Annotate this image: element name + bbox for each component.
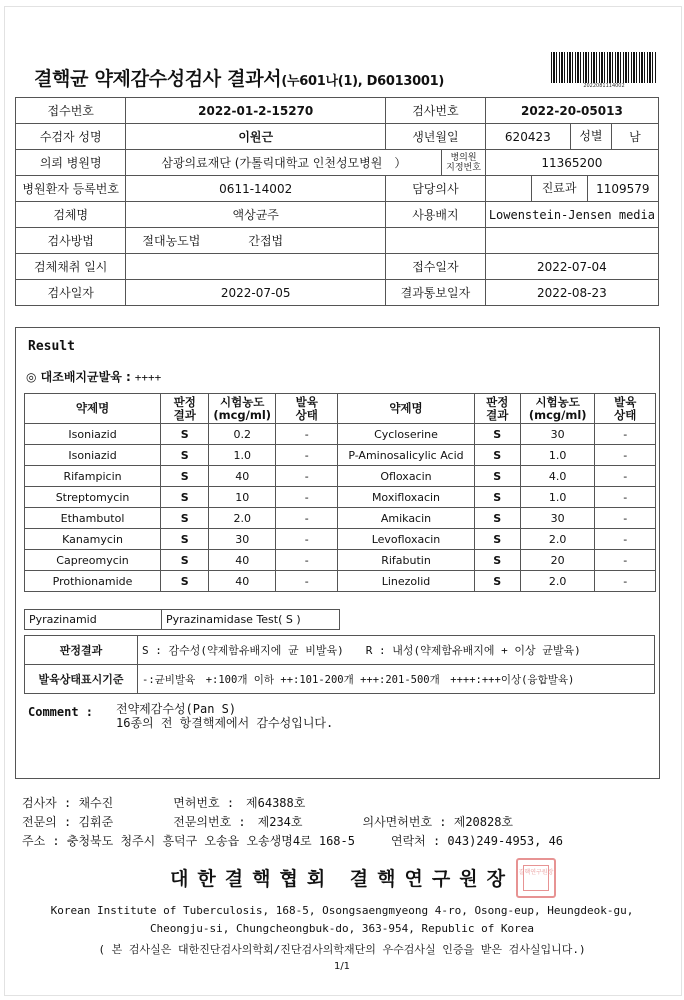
comment-line-1: 전약제감수성(Pan S) (116, 702, 237, 716)
cell-r-res: S (474, 508, 520, 529)
cell-r-conc: 1.0 (520, 445, 595, 466)
cell-l-res: S (161, 466, 209, 487)
growth-std-label: 발육상태표시기준 (25, 665, 138, 694)
cell-l-state: - (275, 550, 337, 571)
cell-l-state: - (275, 508, 337, 529)
cell-l-state: - (275, 466, 337, 487)
cell-l-state: - (275, 529, 337, 550)
cell-r-state: - (595, 529, 656, 550)
table-row (25, 529, 656, 550)
table-row (25, 571, 656, 592)
cell-l-drug: Isoniazid (25, 424, 161, 445)
col-judge-right-2: 결과 (486, 407, 509, 422)
col-conc-left-1: 시험농도 (219, 394, 265, 409)
dept-label: 진료과 (532, 176, 588, 201)
control-growth (26, 368, 161, 385)
medium: Lowenstein-Jensen media (485, 202, 658, 228)
cell-r-conc: 1.0 (520, 487, 595, 508)
cell-r-res: S (474, 445, 520, 466)
col-drug-left: 약제명 (25, 394, 161, 424)
cell-l-res: S (161, 550, 209, 571)
cell-l-drug: Prothionamide (25, 571, 161, 592)
cell-r-state: - (595, 466, 656, 487)
table-row (25, 445, 656, 466)
control-growth-label: ◎ 대조배지균발육 : (26, 370, 131, 384)
comment-line-2: 16종의 전 항결핵제에서 감수성입니다. (116, 716, 334, 730)
cell-r-res: S (474, 424, 520, 445)
test-date-label: 검사일자 (16, 280, 126, 306)
page-number: 1/1 (333, 961, 351, 972)
pza-value: Pyrazinamidase Test( S ) (162, 610, 340, 630)
birth: 620423 (485, 124, 570, 150)
drug-susceptibility-table (24, 393, 656, 592)
cell-l-res: S (161, 445, 209, 466)
result-title: Result (28, 339, 75, 354)
col-judge-left-2: 결과 (173, 407, 196, 422)
collect-label: 검체채취 일시 (16, 254, 126, 280)
cell-l-res: S (161, 529, 209, 550)
reception-no: 2022-01-2-15270 (126, 98, 386, 124)
cell-r-conc: 20 (520, 550, 595, 571)
method-label: 검사방법 (16, 228, 126, 254)
patient-name: 이원근 (126, 124, 386, 150)
cell-l-conc: 30 (209, 529, 276, 550)
comment-label: Comment : (28, 705, 94, 719)
hospital-code: 11365200 (485, 150, 658, 176)
col-state-right-1: 발육 (614, 394, 637, 409)
hospital-code-label-1: 병의원 (450, 152, 477, 163)
form-code: (누601나(1), D6013001) (281, 74, 444, 89)
table-header (25, 394, 656, 424)
cell-l-drug: Isoniazid (25, 445, 161, 466)
received-label: 접수일자 (386, 254, 486, 280)
cell-l-drug: Kanamycin (25, 529, 161, 550)
pza-label: Pyrazinamid (25, 610, 162, 630)
cell-r-res: S (474, 571, 520, 592)
certification-note: ( 본 검사실은 대한진단검사의학회/진단검사의학재단의 우수검사실 인증을 받은 검사실입니다.) (98, 943, 586, 956)
col-state-right-2: 상태 (614, 407, 637, 422)
reg-no-label: 병원환자 등록번호 (16, 176, 126, 202)
test-date: 2022-07-05 (126, 280, 386, 306)
col-conc-left-2: (mcg/ml) (213, 407, 272, 422)
examiner-line: 검사자 : 채수진 면허번호 : 제64388호 (22, 796, 306, 810)
cell-l-state: - (275, 487, 337, 508)
col-judge-right-1: 판정 (486, 394, 509, 409)
test-no: 2022-20-05013 (485, 98, 658, 124)
cell-l-conc: 40 (209, 466, 276, 487)
table-row (25, 424, 656, 445)
address-line: 주소 : 충청북도 청주시 흥덕구 오송읍 오송생명4로 168-5 연락처 : 043)249-4953, 46 (22, 834, 564, 848)
dept: 1109579 (596, 181, 650, 196)
cell-l-drug: Streptomycin (25, 487, 161, 508)
title-text: 결핵균 약제감수성검사 결과서 (34, 68, 282, 90)
cell-r-drug: Moxifloxacin (338, 487, 474, 508)
organization-name: 대한결핵협회 결핵연구원장 (170, 868, 514, 890)
hospital: 삼광의료재단 (가톨릭대학교 인천성모병원 ） (126, 150, 442, 176)
cell-r-state: - (595, 571, 656, 592)
received-date: 2022-07-04 (485, 254, 658, 280)
pyrazinamide-row (24, 609, 340, 630)
address-en-1: Korean Institute of Tuberculosis, 168-5, Osongsaengmyeong 4-ro, Osong-eup, Heungdeok-gu, (50, 904, 634, 917)
cell-l-conc: 0.2 (209, 424, 276, 445)
cell-r-res: S (474, 550, 520, 571)
specimen-label: 검체명 (16, 202, 126, 228)
result-section (15, 327, 660, 779)
cell-r-conc: 2.0 (520, 571, 595, 592)
document-title (34, 64, 444, 91)
cell-r-drug: Amikacin (338, 508, 474, 529)
specimen: 액상균주 (126, 202, 386, 228)
hospital-code-label-2: 지정번호 (446, 162, 481, 173)
sex-label: 성별 (571, 124, 612, 149)
cell-l-drug: Ethambutol (25, 508, 161, 529)
official-seal (516, 858, 556, 898)
legend-table (24, 635, 655, 694)
reception-no-label: 접수번호 (16, 98, 126, 124)
method-absolute: 절대농도법 (142, 234, 201, 248)
address-en-2: Cheongju-si, Chungcheongbuk-do, 363-954, Republic of Korea (149, 922, 535, 935)
reg-no: 0611-14002 (126, 176, 386, 202)
method-indirect: 간접법 (248, 234, 284, 248)
barcode-bars (551, 52, 657, 83)
cell-r-conc: 30 (520, 424, 595, 445)
cell-r-res: S (474, 466, 520, 487)
cell-l-res: S (161, 508, 209, 529)
specialist-line: 전문의 : 김휘준 전문의번호 : 제234호 의사면허번호 : 제20828호 (22, 815, 514, 829)
cell-l-drug: Rifampicin (25, 466, 161, 487)
cell-l-conc: 10 (209, 487, 276, 508)
cell-r-drug: Rifabutin (338, 550, 474, 571)
cell-r-res: S (474, 487, 520, 508)
doctor (486, 176, 532, 201)
growth-std-text: -:균비발육 +:100개 이하 ++:101-200개 +++:201-500개 ++++:+++이상(융합발육) (138, 665, 655, 694)
cell-r-drug: Linezolid (338, 571, 474, 592)
cell-l-conc: 40 (209, 550, 276, 571)
cell-l-conc: 1.0 (209, 445, 276, 466)
report-date-label: 결과통보일자 (386, 280, 486, 306)
col-conc-right-1: 시험농도 (535, 394, 580, 409)
col-state-left-1: 발육 (295, 394, 318, 409)
table-row (25, 466, 656, 487)
judge-label: 판정결과 (25, 636, 138, 665)
table-row (25, 487, 656, 508)
cell-l-res: S (161, 487, 209, 508)
judge-text: S : 감수성(약제함유배지에 균 비발육) R : 내성(약제함유배지에 + 이상 균발육) (138, 636, 655, 665)
cell-r-drug: Cycloserine (338, 424, 474, 445)
cell-l-conc: 40 (209, 571, 276, 592)
col-judge-left-1: 판정 (173, 394, 196, 409)
cell-r-state: - (595, 445, 656, 466)
cell-l-res: S (161, 571, 209, 592)
barcode (551, 52, 657, 88)
collect (126, 254, 386, 280)
cell-r-drug: P-Aminosalicylic Acid (338, 445, 474, 466)
cell-r-drug: Levofloxacin (338, 529, 474, 550)
sex: 남 (629, 130, 641, 144)
control-growth-value: ++++ (134, 371, 162, 384)
patient-info-table (15, 97, 659, 306)
cell-r-drug: Ofloxacin (338, 466, 474, 487)
col-state-left-2: 상태 (295, 407, 318, 422)
table-row (25, 508, 656, 529)
cell-l-conc: 2.0 (209, 508, 276, 529)
seal-text: 결핵연구원장 (518, 869, 554, 876)
patient-name-label: 수검자 성명 (16, 124, 126, 150)
cell-l-res: S (161, 424, 209, 445)
col-conc-right-2: (mcg/ml) (528, 407, 587, 422)
cell-l-state: - (275, 445, 337, 466)
cell-r-res: S (474, 529, 520, 550)
cell-l-drug: Capreomycin (25, 550, 161, 571)
cell-r-state: - (595, 424, 656, 445)
doctor-label: 담당의사 (386, 176, 486, 202)
table-row (25, 550, 656, 571)
cell-r-state: - (595, 508, 656, 529)
cell-r-state: - (595, 550, 656, 571)
cell-l-state: - (275, 424, 337, 445)
birth-label: 생년월일 (386, 124, 486, 150)
cell-l-state: - (275, 571, 337, 592)
report-date: 2022-08-23 (485, 280, 658, 306)
col-drug-right: 약제명 (338, 394, 474, 424)
cell-r-state: - (595, 487, 656, 508)
hospital-label: 의뢰 병원명 (16, 150, 126, 176)
cell-r-conc: 2.0 (520, 529, 595, 550)
cell-r-conc: 4.0 (520, 466, 595, 487)
barcode-number: 2022081114002 (583, 83, 625, 89)
medium-label: 사용배지 (386, 202, 486, 228)
test-no-label: 검사번호 (386, 98, 486, 124)
cell-r-conc: 30 (520, 508, 595, 529)
